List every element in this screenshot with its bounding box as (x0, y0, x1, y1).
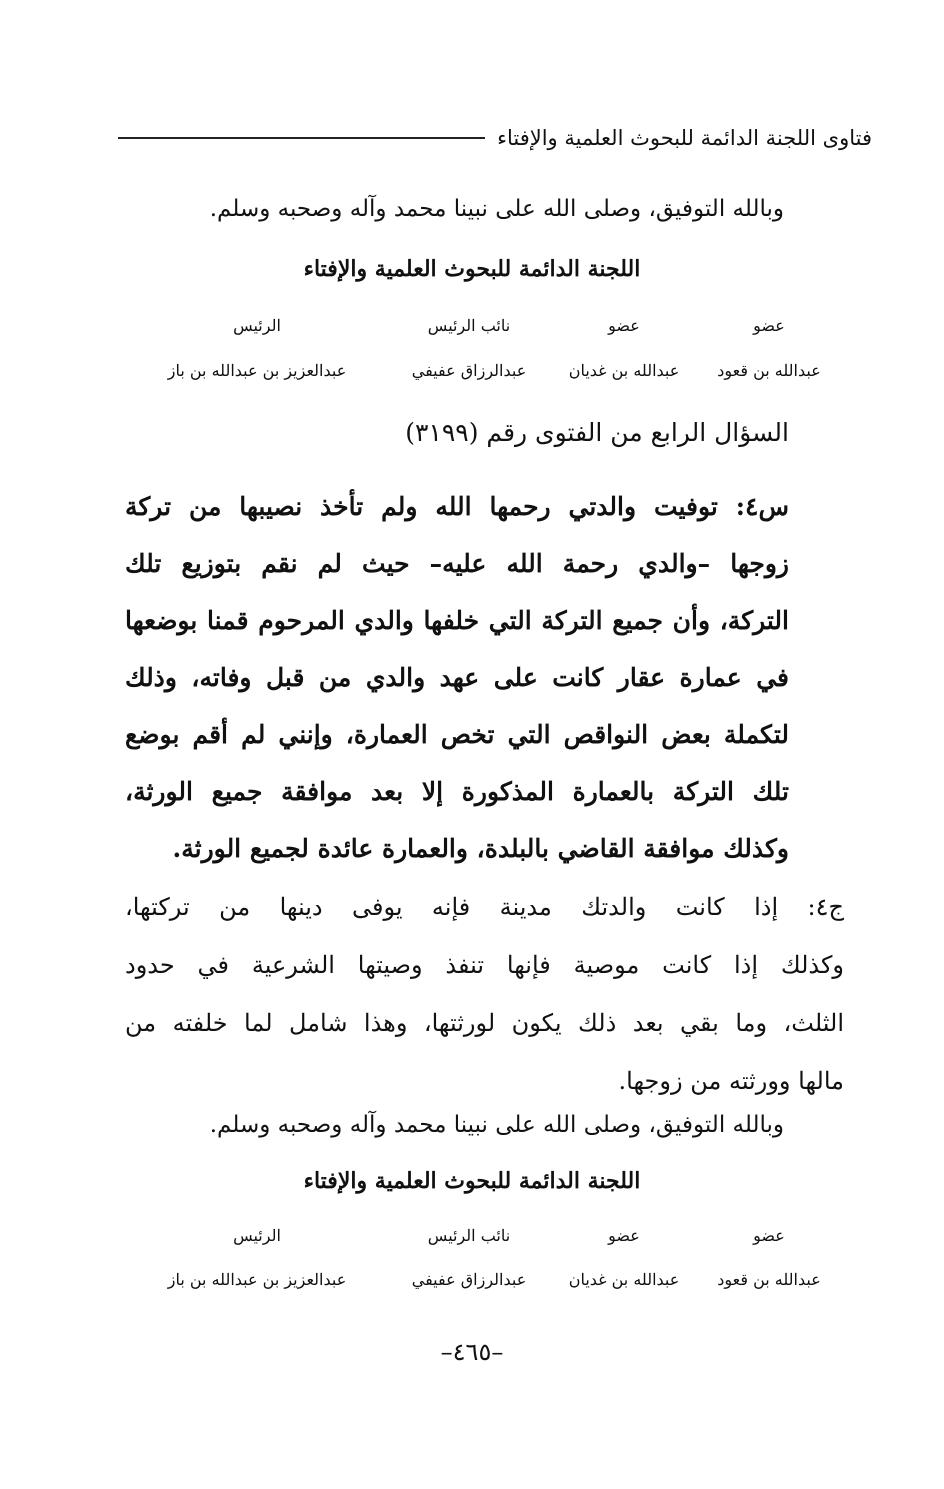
page-number: –٤٦٥– (440, 1338, 504, 1366)
closing-formula: وبالله التوفيق، وصلى الله على نبينا محمد وآله وصحبه وسلم. (209, 196, 784, 222)
signatory-names (130, 361, 844, 380)
name-member-1: عبدالله بن قعود (717, 1270, 821, 1289)
question-line: تلك التركة بالعمارة المذكورة إلا بعد موافقة جميع الورثة، (125, 777, 789, 806)
answer-line: وكذلك إذا كانت موصية فإنها تنفذ وصيتها الشرعية في حدود (125, 951, 844, 979)
closing-formula-2: وبالله التوفيق، وصلى الله على نبينا محمد وآله وصحبه وسلم. (209, 1112, 784, 1138)
role-member-2: عضو (608, 1226, 640, 1245)
answer-line: مالها وورثته من زوجها. (618, 1067, 844, 1095)
question-line: زوجها –والدي رحمة الله عليه– حيث لم نقم بتوزيع تلك (125, 549, 789, 578)
role-member-2: عضو (608, 316, 640, 335)
header-title: فتاوى اللجنة الدائمة للبحوث العلمية والإفتاء (497, 126, 872, 150)
name-member-2: عبدالله بن غديان (568, 1270, 680, 1289)
question-line: لتكملة بعض النواقص التي تخص العمارة، وإنني لم أقم بوضع (125, 720, 789, 749)
question-heading: السؤال الرابع من الفتوى رقم (٣١٩٩) (405, 418, 789, 447)
name-vice-president: عبدالرزاق عفيفي (411, 1270, 527, 1289)
role-vice-president: نائب الرئيس (427, 1226, 511, 1245)
question-line: وكذلك موافقة القاضي بالبلدة، والعمارة عائدة لجميع الورثة. (172, 834, 789, 863)
question-line: في عمارة عقار كانت على عهد والدي من قبل وفاته، وذلك (125, 663, 789, 692)
name-vice-president: عبدالرزاق عفيفي (411, 361, 527, 380)
name-member-1: عبدالله بن قعود (717, 361, 821, 380)
role-president: الرئيس (233, 316, 281, 335)
question-paragraph (125, 478, 789, 877)
role-member-1: عضو (753, 1226, 785, 1245)
role-vice-president: نائب الرئيس (427, 316, 511, 335)
question-line: التركة، وأن جميع التركة التي خلفها والدي المرحوم قمنا بوضعها (125, 606, 789, 635)
signatory-names-2 (130, 1270, 844, 1289)
name-member-2: عبدالله بن غديان (568, 361, 680, 380)
role-president: الرئيس (233, 1226, 281, 1245)
name-president: عبدالعزيز بن عبدالله بن باز (167, 1270, 347, 1289)
running-header (118, 118, 872, 158)
committee-name-2: اللجنة الدائمة للبحوث العلمية والإفتاء (303, 1168, 641, 1194)
signatory-roles-2 (130, 1226, 844, 1245)
header-rule (118, 137, 485, 139)
name-president: عبدالعزيز بن عبدالله بن باز (167, 361, 347, 380)
question-line: س٤: توفيت والدتي رحمها الله ولم تأخذ نصيبها من تركة (125, 492, 789, 521)
role-member-1: عضو (753, 316, 785, 335)
answer-line: ج٤: إذا كانت والدتك مدينة فإنه يوفى دينها من تركتها، (125, 893, 844, 921)
signatory-roles (130, 316, 844, 335)
answer-paragraph (125, 878, 844, 1110)
answer-line: الثلث، وما بقي بعد ذلك يكون لورثتها، وهذا شامل لما خلفته من (125, 1009, 844, 1037)
committee-name: اللجنة الدائمة للبحوث العلمية والإفتاء (303, 256, 641, 282)
